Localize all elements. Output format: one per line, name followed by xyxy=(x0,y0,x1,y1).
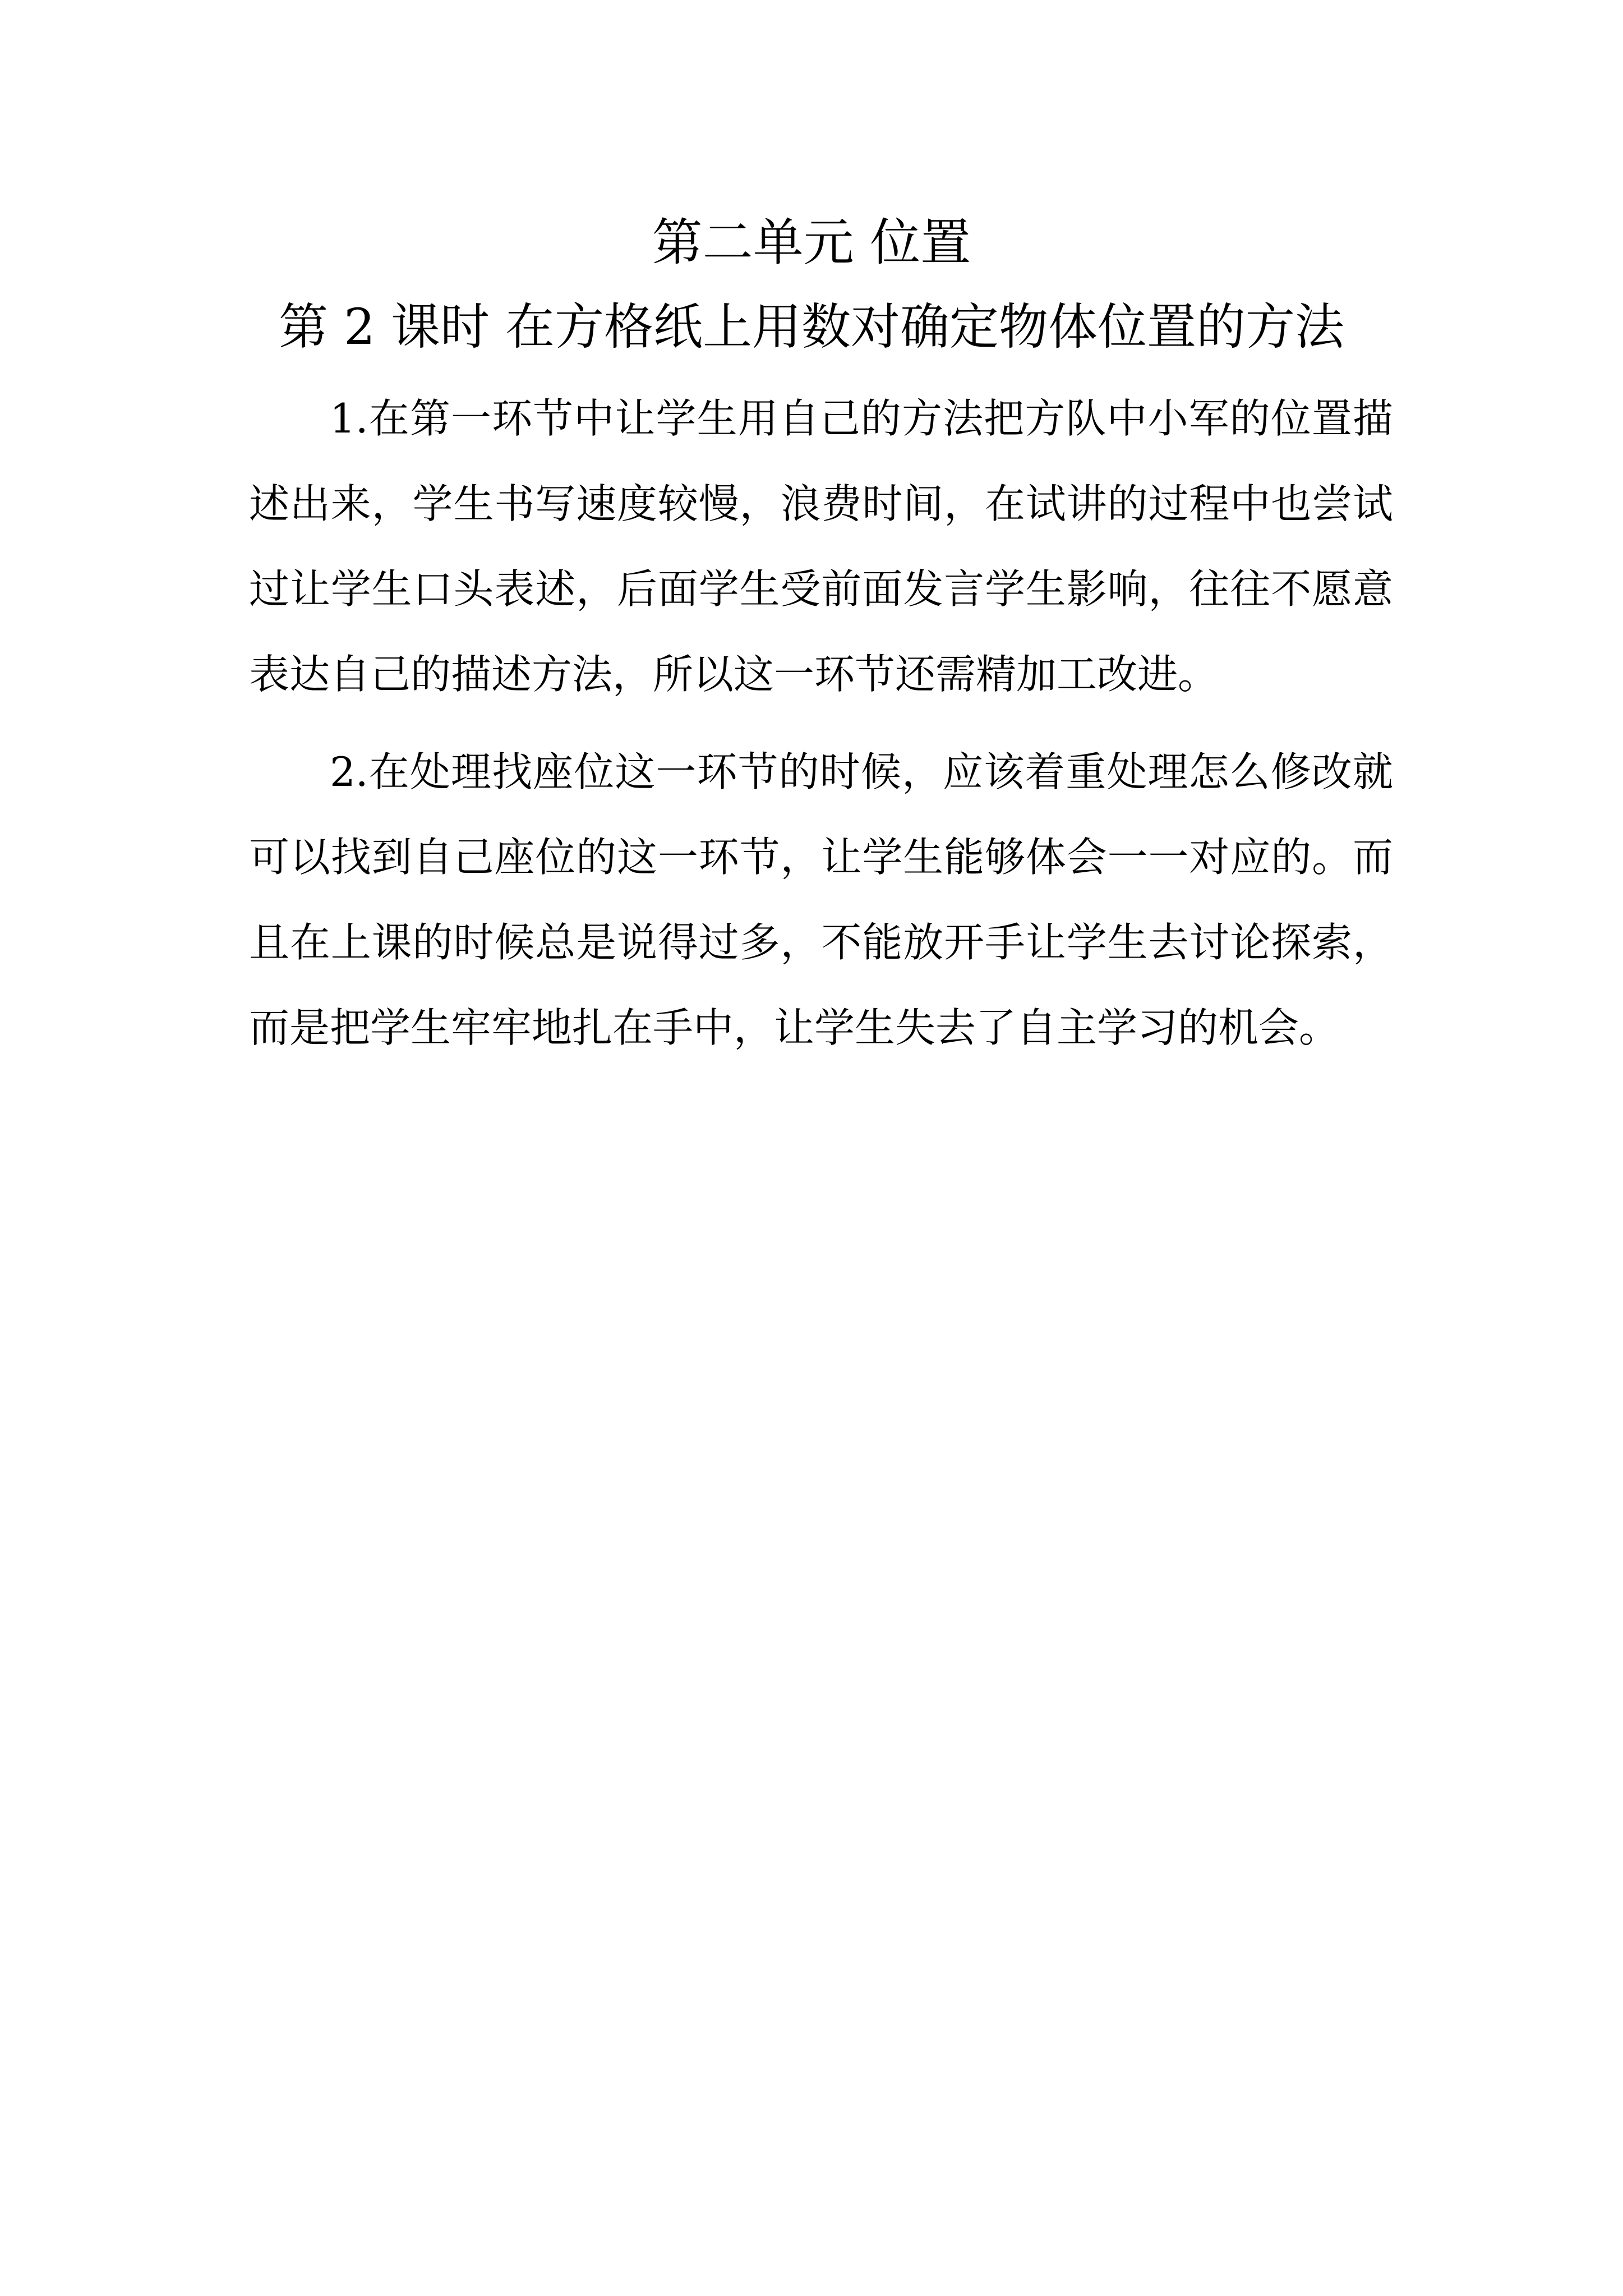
document-body xyxy=(249,376,1393,1083)
paragraph-2: 2.在处理找座位这一环节的时候，应该着重处理怎么修改就可以找到自己座位的这一环节，让学生能够体会一一对应的。而且在上课的时候总是说得过多，不能放开手让学生去讨论探索，而是把学生牢牢地扎在手中，让学生失去了自主学习的机会。 xyxy=(249,748,1393,1051)
paragraph-1: 1.在第一环节中让学生用自己的方法把方队中小军的位置描述出来，学生书写速度较慢，浪费时间，在试讲的过程中也尝试过让学生口头表述，后面学生受前面发言学生影响，往往不愿意表达自己的描述方法，所以这一环节还需精加工改进。 xyxy=(249,395,1393,698)
unit-title: 第二单元 位置 xyxy=(652,213,971,272)
lesson-title: 第 2 课时 在方格纸上用数对确定物体位置的方法 xyxy=(279,298,1344,356)
